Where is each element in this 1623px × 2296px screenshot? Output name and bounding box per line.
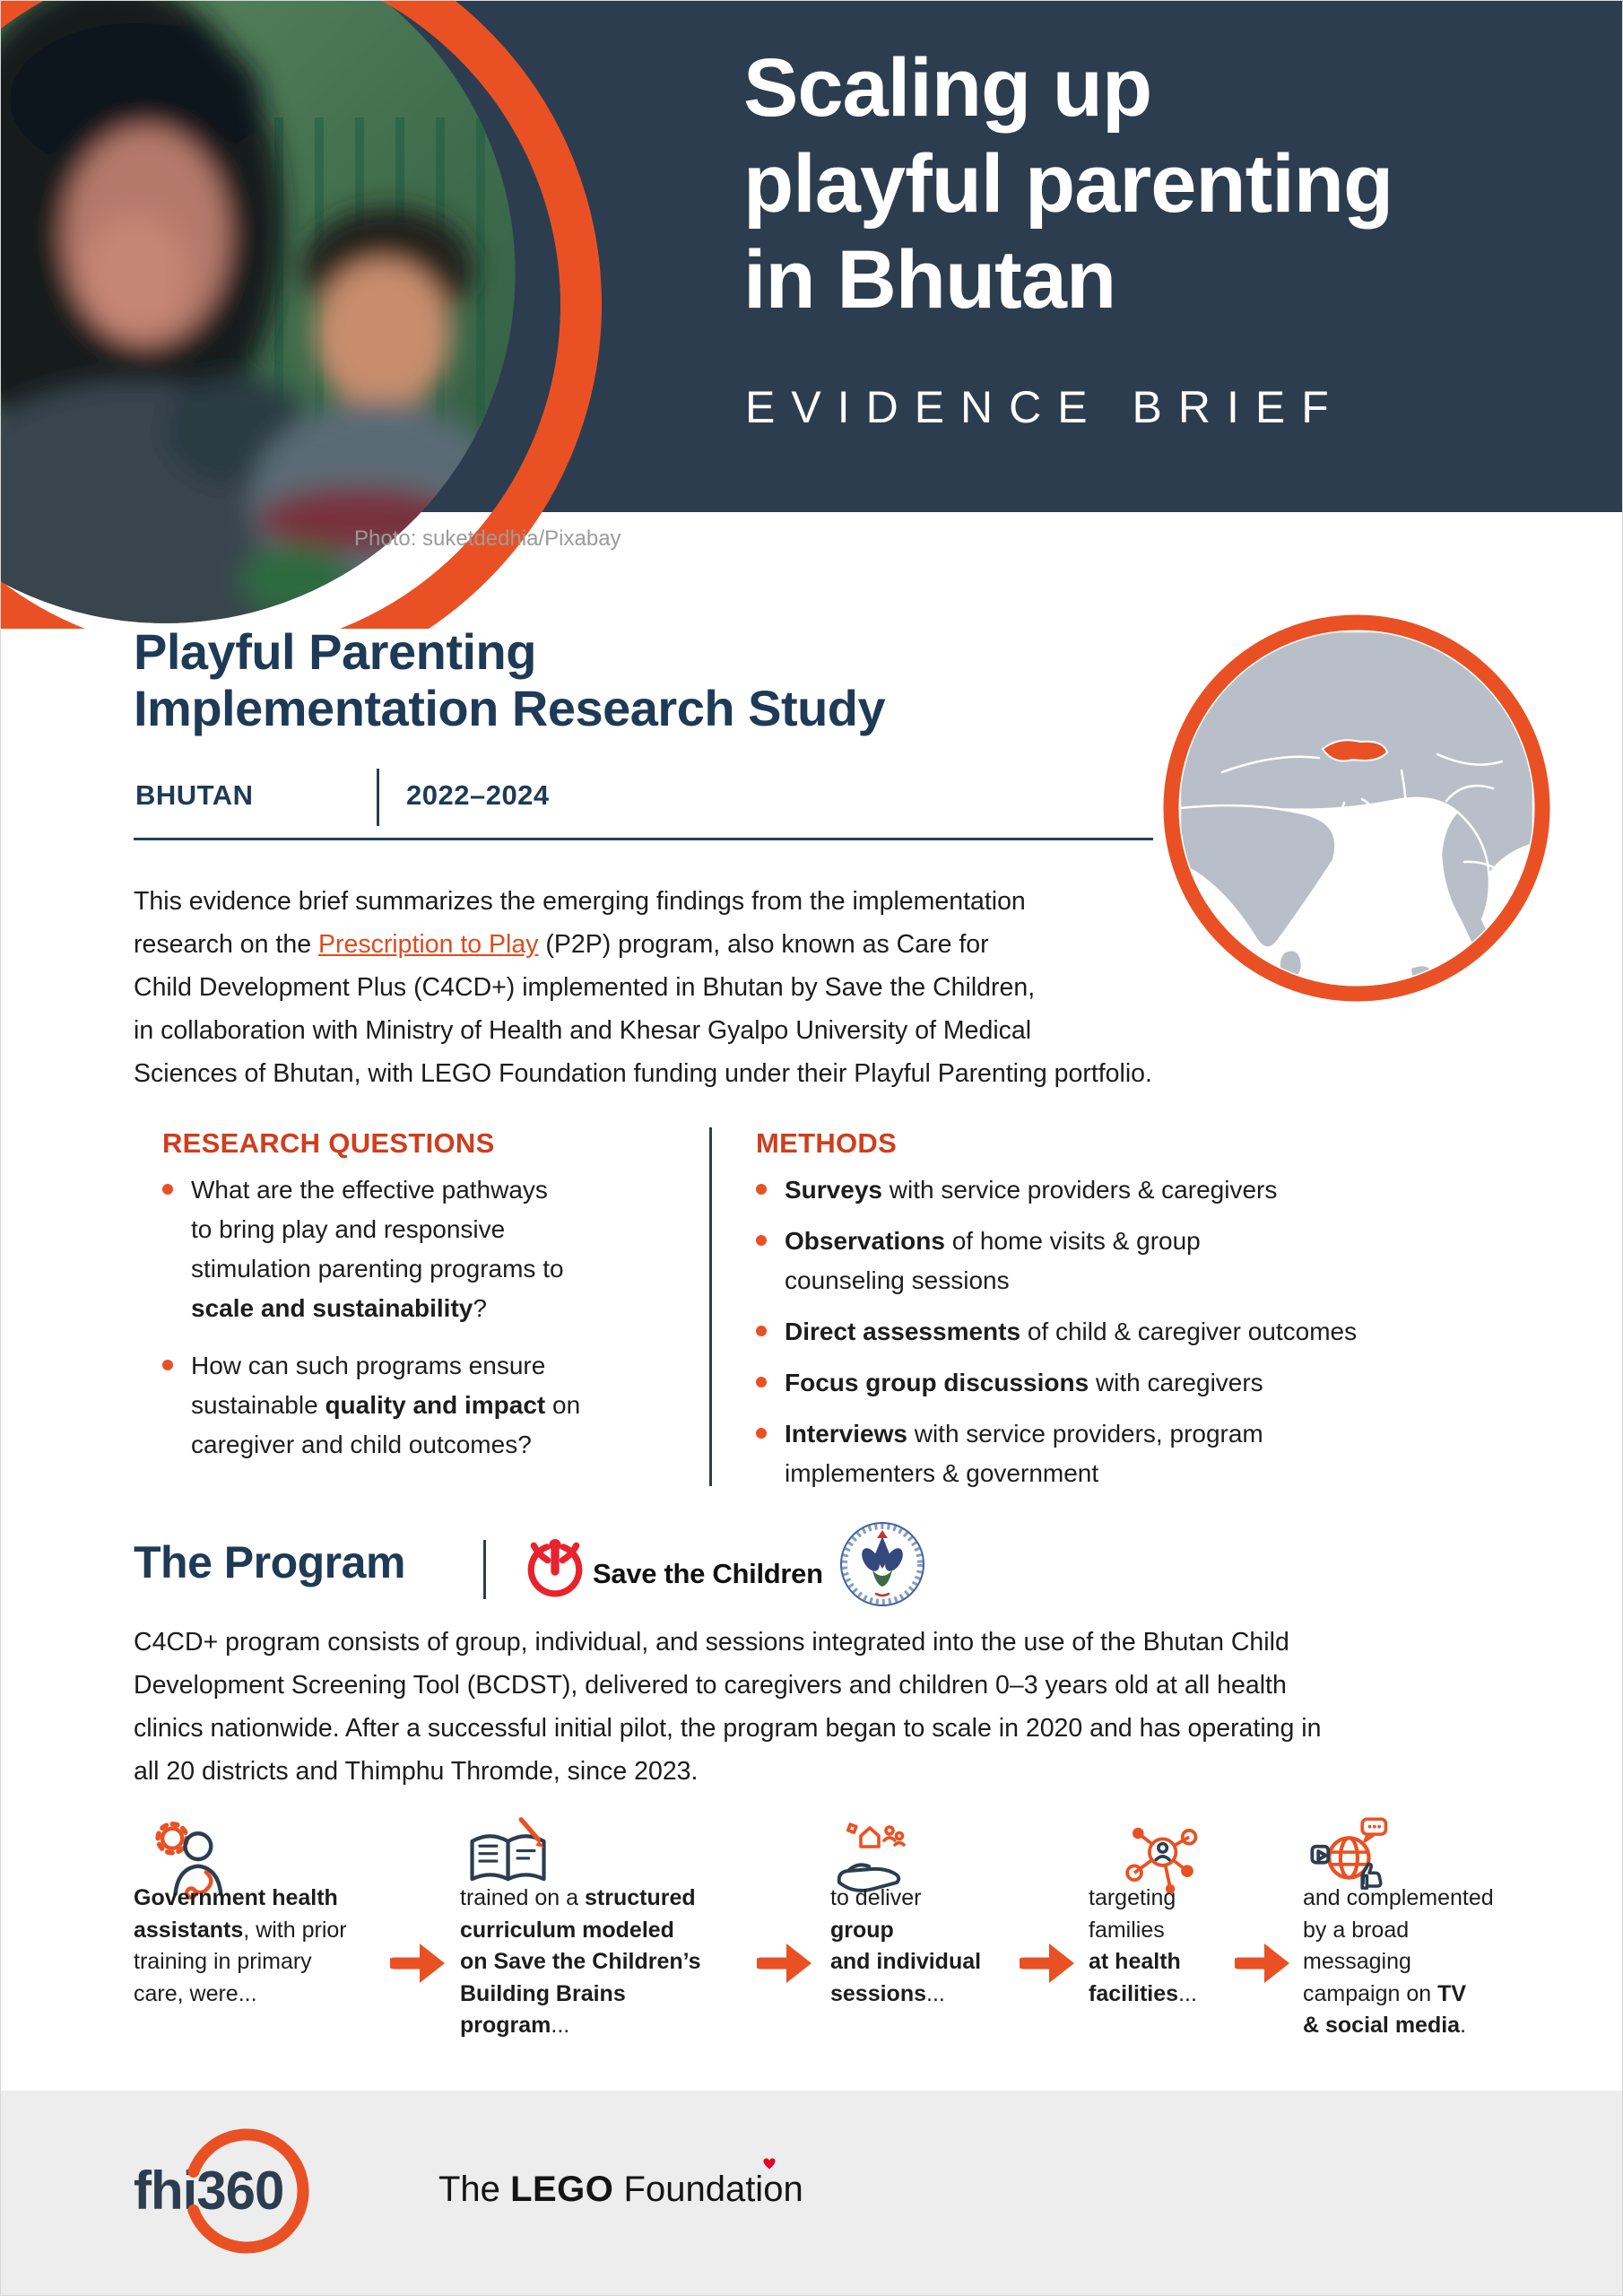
list-item xyxy=(756,1414,1357,1493)
method-text: with caregivers xyxy=(1089,1369,1263,1396)
columns-divider xyxy=(709,1127,712,1486)
step-text: training in primary xyxy=(134,1949,312,1974)
step-text: targeting xyxy=(1089,1885,1176,1910)
list-item xyxy=(162,1170,580,1328)
study-title-line-2: Implementation Research Study xyxy=(134,680,886,736)
step-1-text xyxy=(134,1883,347,2010)
step-text: campaign on xyxy=(1303,1980,1438,2006)
step-text-bold: TV xyxy=(1437,1980,1467,2006)
intro-line xyxy=(134,966,1035,1009)
step-text: to deliver xyxy=(830,1885,922,1910)
research-questions-list xyxy=(162,1170,580,1483)
bullet-dot-icon xyxy=(756,1326,767,1336)
page-title-line-3: in Bhutan xyxy=(743,234,1116,326)
lego-logo-brand: LEGO xyxy=(510,2170,614,2209)
bullet-dot-icon xyxy=(756,1184,767,1195)
intro-text: research on the xyxy=(134,930,318,959)
arrow-right-icon xyxy=(1235,1940,1292,1987)
study-country: BHUTAN xyxy=(135,779,254,811)
method-text: with service providers & caregivers xyxy=(881,1176,1278,1204)
arrow-right-icon xyxy=(390,1940,447,1987)
step-text: trained on a xyxy=(460,1885,585,1910)
step-text-bold: and individual xyxy=(830,1949,982,1974)
step-4-text xyxy=(1089,1883,1197,2010)
lego-foundation-logo xyxy=(438,2170,803,2210)
bullet-dot-icon xyxy=(162,1360,173,1370)
intro-text: Child Development Plus (C4CD+) implemented in Bhutan by Save the Children, xyxy=(134,973,1036,1002)
list-item xyxy=(756,1363,1357,1403)
step-text: messaging xyxy=(1303,1949,1411,1974)
intro-text: in collaboration with Ministry of Health and Khesar Gyalpo University of Medical xyxy=(134,1016,1032,1045)
country-years-divider xyxy=(377,769,379,826)
save-the-children-logo-text: Save the Children xyxy=(593,1558,823,1589)
study-title-line-1: Playful Parenting xyxy=(134,623,536,680)
step-text: ... xyxy=(1178,1980,1197,2006)
program-divider xyxy=(483,1540,486,1599)
question-text: caregiver and child outcomes? xyxy=(191,1431,532,1458)
step-3-text xyxy=(830,1883,981,2010)
bullet-dot-icon xyxy=(162,1184,173,1195)
intro-line xyxy=(134,880,1026,923)
page-title xyxy=(743,40,1393,328)
arrow-right-icon xyxy=(1020,1940,1077,1987)
step-text: ... xyxy=(926,1980,945,2006)
study-title xyxy=(134,623,885,736)
step-text: and complemented xyxy=(1303,1885,1494,1910)
step-text-bold: curriculum modeled xyxy=(460,1917,674,1943)
step-text: care, were... xyxy=(134,1980,257,2006)
method-text-bold: Surveys xyxy=(785,1176,882,1204)
arrow-right-icon xyxy=(757,1940,814,1987)
method-text: counseling sessions xyxy=(785,1266,1010,1294)
intro-line xyxy=(134,1052,1152,1095)
step-5-text xyxy=(1303,1883,1494,2042)
step-text-bold: at health xyxy=(1089,1949,1181,1974)
bullet-dot-icon xyxy=(756,1377,767,1387)
step-text-bold: structured xyxy=(585,1885,696,1910)
step-text-bold: Government health xyxy=(134,1885,338,1910)
step-text-bold: on Save the Children’s xyxy=(460,1949,701,1974)
fhi360-logo xyxy=(101,2116,397,2268)
question-text-bold: quality and impact xyxy=(325,1391,546,1419)
page-subtitle: EVIDENCE BRIEF xyxy=(745,382,1345,432)
question-text: sustainable xyxy=(191,1391,325,1419)
lego-logo-foundation: Foundation xyxy=(623,2170,803,2209)
question-text-bold: scale and sustainability xyxy=(191,1294,473,1322)
bhutan-highlight xyxy=(1323,740,1387,761)
step-text: ... xyxy=(551,2013,570,2038)
intro-text: Sciences of Bhutan, with LEGO Foundation funding under their Playful Parenting portfolio. xyxy=(134,1059,1152,1088)
step-text-bold: & social media xyxy=(1303,2013,1461,2038)
program-heading: The Program xyxy=(134,1537,405,1587)
list-item xyxy=(756,1312,1357,1352)
list-item xyxy=(162,1346,580,1465)
intro-text: (P2P) program, also known as Care for xyxy=(538,930,989,959)
research-questions-heading: RESEARCH QUESTIONS xyxy=(162,1127,495,1159)
step-text-bold: sessions xyxy=(830,1980,927,2006)
page-title-line-1: Scaling up xyxy=(743,42,1152,134)
step-text: families xyxy=(1089,1917,1165,1943)
step-text: , with prior xyxy=(243,1917,347,1943)
step-text: . xyxy=(1460,2013,1467,2038)
method-text: implementers & government xyxy=(785,1459,1099,1487)
program-line: C4CD+ program consists of group, individual, and sessions integrated into the use of the Bhutan Child xyxy=(134,1628,1289,1657)
section-rule xyxy=(134,838,1153,840)
prescription-to-play-link[interactable]: Prescription to Play xyxy=(317,930,539,959)
step-text: by a broad xyxy=(1303,1917,1410,1943)
methods-list xyxy=(756,1170,1357,1505)
page-title-line-2: playful parenting xyxy=(743,138,1393,230)
method-text: with service providers, program xyxy=(907,1420,1263,1448)
program-line: Development Screening Tool (BCDST), delivered to caregivers and children 0–3 years old at all health xyxy=(134,1671,1287,1700)
question-text: to bring play and responsive xyxy=(191,1215,506,1243)
bhutan-region-map xyxy=(1161,613,1552,1004)
step-text-bold: facilities xyxy=(1089,1980,1179,2006)
method-text: of child & caregiver outcomes xyxy=(1020,1318,1358,1345)
intro-line xyxy=(134,923,989,966)
method-text: of home visits & group xyxy=(944,1227,1201,1255)
fhi360-logo-text: fhi360 xyxy=(134,2161,284,2221)
save-the-children-logo-icon xyxy=(525,1538,586,1599)
program-line: clinics nationwide. After a successful initial pilot, the program began to scale in 2020 and has operating in xyxy=(134,1714,1322,1743)
heart-icon xyxy=(762,2157,777,2170)
list-item xyxy=(756,1170,1357,1210)
program-line: all 20 districts and Thimphu Thromde, since 2023. xyxy=(134,1757,699,1786)
step-text-bold: assistants xyxy=(134,1917,244,1943)
question-text: ? xyxy=(473,1294,487,1322)
question-text: stimulation parenting programs to xyxy=(191,1255,564,1283)
step-2-text xyxy=(460,1883,701,2042)
bullet-dot-icon xyxy=(756,1428,767,1439)
list-item xyxy=(756,1222,1357,1300)
bullet-dot-icon xyxy=(756,1235,767,1246)
study-years: 2022–2024 xyxy=(406,779,550,811)
lego-logo-the: The xyxy=(438,2170,500,2209)
method-text-bold: Focus group discussions xyxy=(785,1369,1089,1396)
step-text-bold: Building Brains xyxy=(460,1980,626,2006)
step-text-bold: group xyxy=(830,1917,894,1943)
methods-heading: METHODS xyxy=(756,1127,898,1159)
question-text: How can such programs ensure xyxy=(191,1352,546,1379)
khesar-gyalpo-university-emblem xyxy=(838,1520,926,1608)
question-text: on xyxy=(545,1391,581,1419)
intro-line xyxy=(134,1009,1031,1052)
step-text-bold: program xyxy=(460,2013,551,2038)
method-text-bold: Observations xyxy=(785,1227,945,1255)
question-text: What are the effective pathways xyxy=(191,1176,548,1204)
photo-credit: Photo: suketdedhia/Pixabay xyxy=(354,526,621,551)
method-text-bold: Interviews xyxy=(785,1420,907,1448)
method-text-bold: Direct assessments xyxy=(785,1318,1021,1345)
intro-text: This evidence brief summarizes the emerging findings from the implementation xyxy=(134,887,1026,916)
